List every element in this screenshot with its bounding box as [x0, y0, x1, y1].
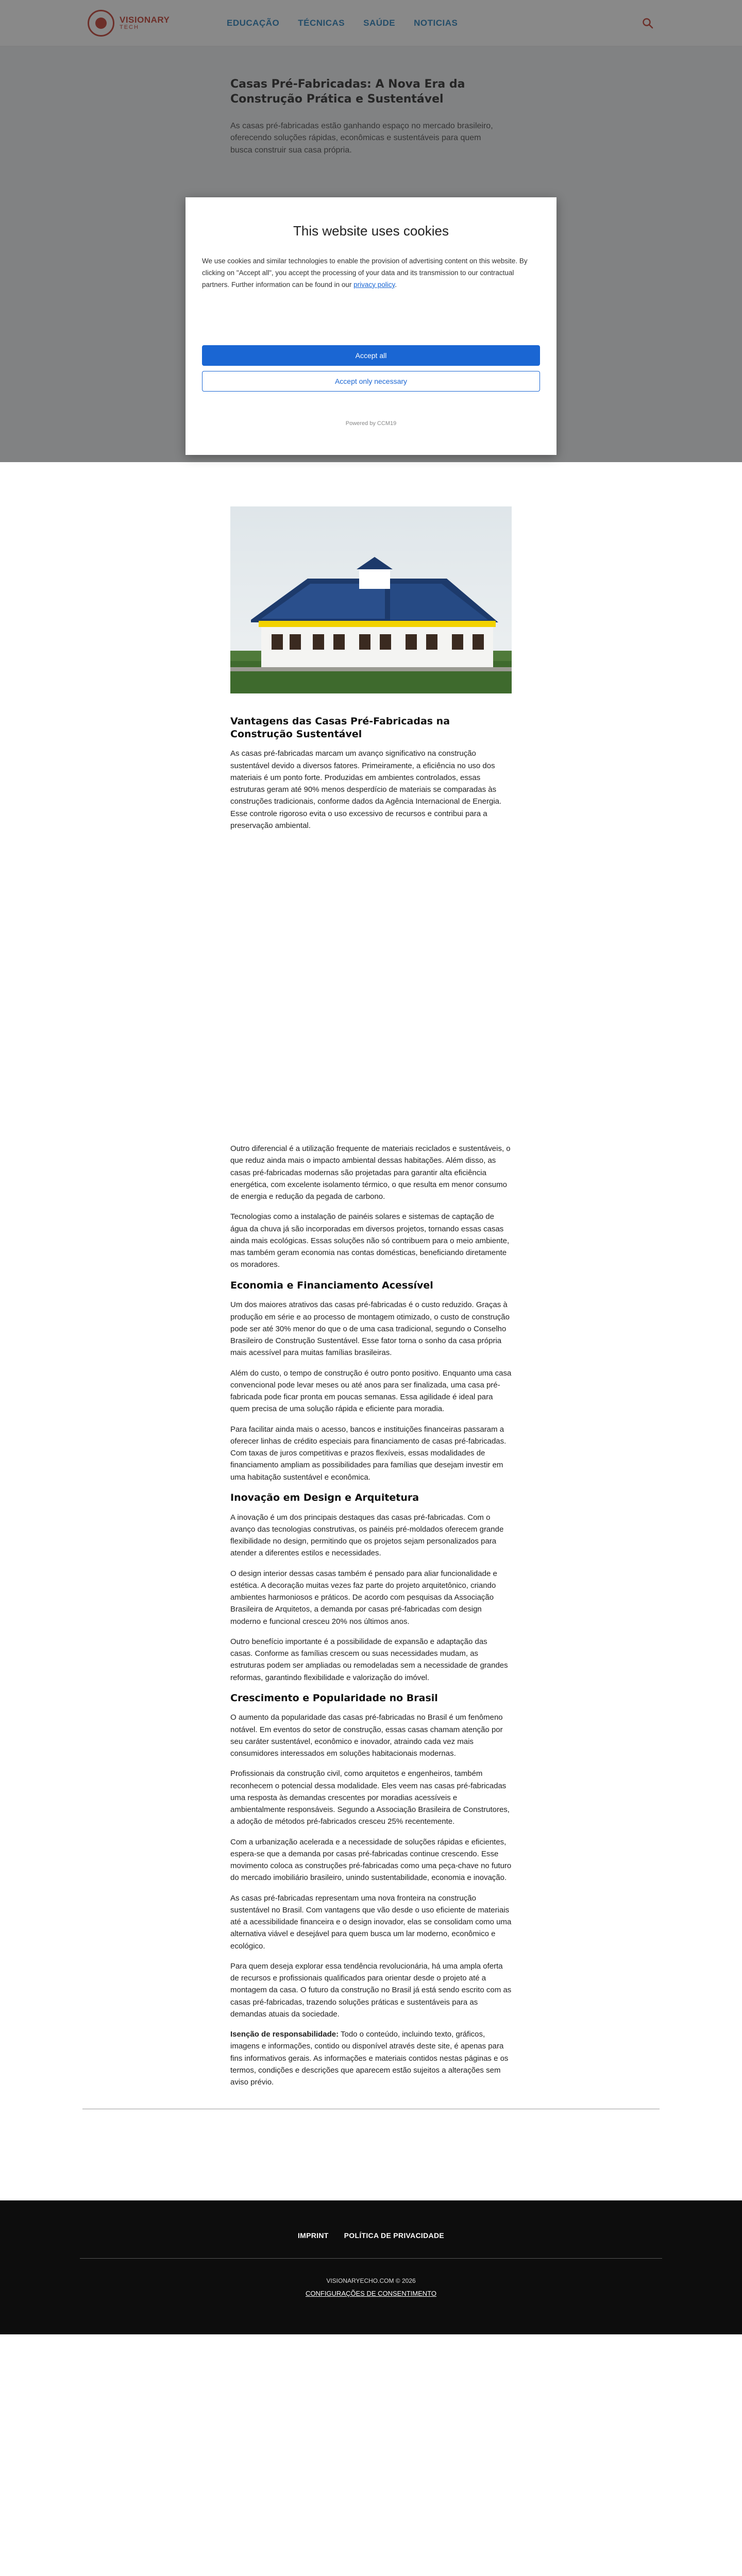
- consent-settings-link[interactable]: CONFIGURAÇÕES DE CONSENTIMENTO: [305, 2290, 436, 2298]
- paragraph: Para facilitar ainda mais o acesso, bancos e instituições financeiras passaram a oferecer linhas de crédito especiais para financiamento de casas pré-fabricadas. Com taxas de juros competitivas e prazos flexíveis, essas modalidades de financiamento ampliam as possibilidades para famílias que desejam investir em uma habitação sustentável e econômica.: [230, 1425, 507, 1482]
- section-heading: Crescimento e Popularidade no Brasil: [230, 1692, 438, 1704]
- copyright: VISIONARYECHO.COM © 2026: [326, 2277, 416, 2285]
- footer-link-privacy[interactable]: POLÍTICA DE PRIVACIDADE: [344, 2231, 444, 2240]
- cookie-text-end: .: [395, 280, 397, 289]
- footer-links: [0, 2231, 742, 2240]
- article-body: [230, 462, 512, 2088]
- paragraph: O design interior dessas casas também é pensado para aliar funcionalidade e estética. A decoração muitas vezes faz parte do projeto arquitetônico, criando ambientes harmoniosos e práticos. De acordo com pesquisas da Associação Brasileira de Arquitetos, a demanda por casas pré-fabricadas com design moderno e funcional cresceu 20% nos últimos anos.: [230, 1569, 497, 1626]
- footer-link-imprint[interactable]: IMPRINT: [297, 2231, 329, 2240]
- paragraph: Para quem deseja explorar essa tendência revolucionária, há uma ampla oferta de recursos e profissionais qualificados para orientar desde o projeto até a montagem da casa. O futuro da construção no Brasil já está sendo escrito com as casas pré-fabricadas, trazendo soluções práticas e sustentáveis para as demandas atuais da sociedade.: [230, 1961, 512, 2019]
- paragraph: O aumento da popularidade das casas pré-fabricadas no Brasil é um fenômeno notável. Em eventos do setor de construção, essas casas chamam atenção por seu caráter sustentável, econômico e inovador, atraindo cada vez mais consumidores interessados em soluções habitacionais modernas.: [230, 1713, 503, 1758]
- cookie-text: [202, 256, 540, 291]
- paragraph: Tecnologias como a instalação de painéis solares e sistemas de captação de água da chuva já são incorporadas em diversos projetos, tornando essas casas ainda mais ecológicas. Essas soluções não só contribuem para o meio ambiente, mas também geram economia nas contas domésticas, beneficiando diretamente os moradores.: [230, 1212, 510, 1269]
- site-footer: [0, 2200, 742, 2334]
- paragraph: Além do custo, o tempo de construção é outro ponto positivo. Enquanto uma casa convencional pode levar meses ou até anos para ser finalizada, uma casa pré-fabricada pode ficar pronta em poucas semanas. Essa agilidade é ideal para quem precisa de uma solução rápida e eficiente para moradia.: [230, 1368, 512, 1414]
- paragraph: Profissionais da construção civil, como arquitetos e engenheiros, também reconhecem o potencial dessa modalidade. Eles veem nas casas pré-fabricadas uma resposta às demandas crescentes por moradias acessíveis e ambientalmente responsáveis. Segundo a Associação Brasileira de Construtores, a adoção de métodos pré-fabricados cresceu 25% recentemente.: [230, 1769, 510, 1826]
- disclaimer-text: Todo o conteúdo, incluindo texto, gráficos, imagens e informações, contido ou disponível através deste site, é apenas para fins informativos gerais. As informações e materiais contidos nestas páginas e os termos, condições e descrições que aparecem estão sujeitos a alterações sem aviso prévio.: [230, 2030, 509, 2087]
- ad-space: [230, 840, 512, 1143]
- accept-all-button[interactable]: Accept all: [202, 345, 540, 366]
- disclaimer: [230, 2028, 512, 2088]
- disclaimer-label: Isenção de responsabilidade:: [230, 2030, 339, 2039]
- section-heading: Economia e Financiamento Acessível: [230, 1279, 433, 1291]
- paragraph: As casas pré-fabricadas marcam um avanço significativo na construção sustentável devido a diversos fatores. Primeiramente, a eficiência no uso dos materiais é um ponto forte. Produzidas em ambientes controlados, essas estruturas geram até 90% menos desperdício de materiais se comparadas às construções tradicionais, conforme dados da Agência Internacional de Energia. Esse controle rigoroso evita o uso excessivo de recursos e contribui para a preservação ambiental.: [230, 749, 502, 830]
- privacy-policy-link[interactable]: privacy policy: [353, 280, 395, 289]
- accept-necessary-button[interactable]: Accept only necessary: [202, 371, 540, 392]
- cookie-dialog: [185, 197, 556, 455]
- section-heading: Inovação em Design e Arquitetura: [230, 1492, 419, 1503]
- paragraph: Outro diferencial é a utilização frequente de materiais reciclados e sustentáveis, o que reduz ainda mais o impacto ambiental dessas habitações. Além disso, as casas pré-fabricadas modernas são projetadas para garantir alta eficiência energética, com excelente isolamento térmico, o que resulta em menor consumo de energia e redução da pegada de carbono.: [230, 1144, 511, 1201]
- footer-divider: [80, 2258, 662, 2259]
- paragraph: Outro benefício importante é a possibilidade de expansão e adaptação das casas. Conforme as famílias crescem ou suas necessidades mudam, as estruturas podem ser ampliadas ou remodeladas sem a necessidade de grandes reformas, garantindo flexibilidade e valorização do imóvel.: [230, 1637, 508, 1682]
- paragraph: Um dos maiores atrativos das casas pré-fabricadas é o custo reduzido. Graças à produção em série e ao processo de montagem otimizado, o custo de construção pode ser até 30% menor do que o de uma casa tradicional, segundo o Conselho Brasileiro de Construção Sustentável. Esse fator torna o sonho da casa própria mais acessível para muitas famílias brasileiras.: [230, 1300, 510, 1358]
- paragraph: As casas pré-fabricadas representam uma nova fronteira na construção sustentável no Brasil. Com vantagens que vão desde o uso eficiente de materiais até a acessibilidade financeira e o design inovador, elas se consolidam como uma alternativa viável e desejável para quem busca um lar moderno, econômico e ecológico.: [230, 1893, 512, 1951]
- cookie-title: This website uses cookies: [293, 223, 449, 239]
- powered-by: Powered by CCM19: [345, 420, 397, 427]
- section-heading: Vantagens das Casas Pré-Fabricadas na Construção Sustentável: [230, 716, 450, 740]
- paragraph: Com a urbanização acelerada e a necessidade de soluções rápidas e eficientes, espera-se que a demanda por casas pré-fabricadas continue crescendo. Esse movimento coloca as construções pré-fabricadas como uma peça-chave no futuro do mercado imobiliário brasileiro, unindo sustentabilidade, economia e inovação.: [230, 1837, 512, 1883]
- article-image: [230, 506, 512, 693]
- paragraph: A inovação é um dos principais destaques das casas pré-fabricadas. Com o avanço das tecnologias construtivas, os painéis pré-moldados oferecem grande flexibilidade no design, permitindo que os projetos sejam personalizados para atender a diferentes estilos e necessidades.: [230, 1513, 504, 1558]
- cookie-text-body: We use cookies and similar technologies to enable the provision of advertising content on this website. By clicking on "Accept all", you accept the processing of your data and its transmission to our contractual partners. Further information can be found in our: [202, 257, 528, 289]
